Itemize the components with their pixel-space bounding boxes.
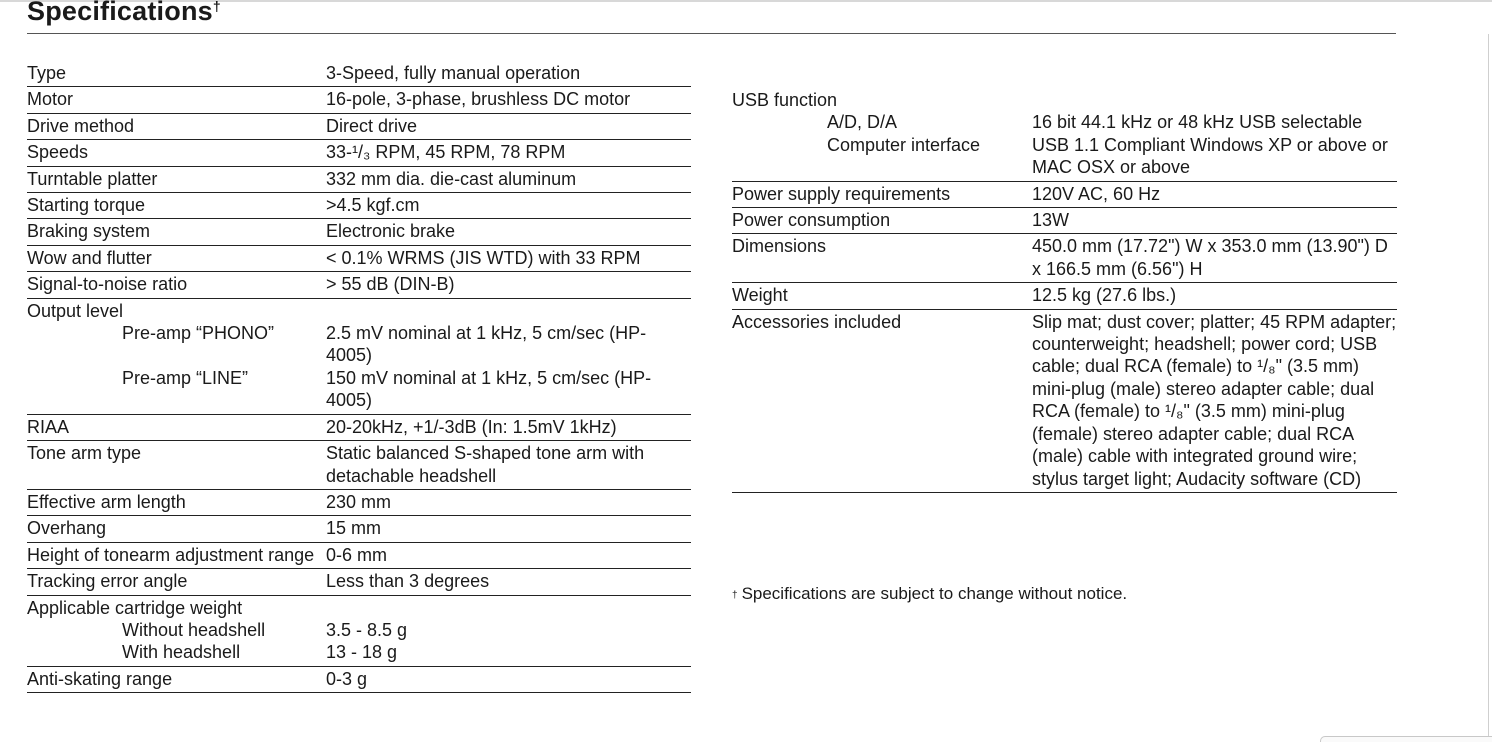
spec-label: Power supply requirements (732, 183, 951, 204)
spec-value: Slip mat; dust cover; platter; 45 RPM adapter; counterweight; headshell; power cord; USB cable; dual RCA (female) to ¹/₈" (3.5 mm) mini-plug (male) stereo adapter cable; dual RCA (female) to ¹/₈" (3.5 mm) mini-plug (female) stereo adapter cable; dual RCA (male) cable with integrated ground wire; stylus target light; Audacity software (CD) (1032, 311, 1397, 489)
spec-row (27, 113, 691, 139)
spec-label: Effective arm length (27, 491, 186, 512)
spec-row (27, 192, 691, 218)
spec-value: Direct drive (326, 115, 418, 136)
footnote (732, 583, 1127, 605)
spec-value (326, 597, 691, 619)
spec-label: Speeds (27, 142, 89, 163)
spec-row (27, 440, 691, 489)
spec-subitems (27, 322, 691, 412)
spec-value: Less than 3 degrees (326, 571, 490, 592)
spec-subvalue: 2.5 mV nominal at 1 kHz, 5 cm/sec (HP-4005) (326, 323, 647, 366)
footnote-text: Specifications are subject to change without notice. (741, 584, 1128, 603)
spec-sublabel: A/D, D/A (827, 112, 898, 133)
spec-row (732, 182, 1397, 208)
spec-row (732, 310, 1397, 493)
spec-label: Drive method (27, 115, 135, 136)
spec-sublabel: With headshell (122, 642, 241, 663)
spec-subvalue: 16 bit 44.1 kHz or 48 kHz USB selectable (1032, 112, 1363, 133)
spec-row (27, 595, 691, 666)
spec-label: Starting torque (27, 195, 146, 216)
spec-row (732, 234, 1397, 283)
spec-label: Signal-to-noise ratio (27, 274, 188, 295)
spec-label: Turntable platter (27, 168, 158, 189)
spec-row (732, 283, 1397, 309)
spec-label: Anti-skating range (27, 668, 173, 689)
spec-subrow (732, 111, 1397, 133)
spec-row (732, 208, 1397, 234)
spec-value: < 0.1% WRMS (JIS WTD) with 33 RPM (326, 247, 641, 268)
spec-subrow (27, 619, 691, 641)
spec-subrow (732, 134, 1397, 179)
spec-label: Applicable cartridge weight (27, 597, 243, 618)
spec-row (27, 218, 691, 244)
spec-row (27, 542, 691, 568)
specs-right-column (732, 88, 1397, 493)
spec-sublabel: Computer interface (827, 134, 981, 155)
spec-value: 230 mm (326, 491, 392, 512)
spec-sublabel: Pre-amp “PHONO” (122, 323, 275, 344)
spec-row (27, 166, 691, 192)
spec-value: 13W (1032, 210, 1070, 231)
spec-subitems (732, 111, 1397, 178)
spec-value: 332 mm dia. die-cast aluminum (326, 168, 577, 189)
title-rule (27, 33, 1396, 34)
spec-value: Static balanced S-shaped tone arm with detachable headshell (326, 443, 645, 486)
spec-row (27, 568, 691, 594)
footnote-dagger: † (732, 590, 738, 601)
spec-value: Electronic brake (326, 221, 456, 242)
spec-row (27, 515, 691, 541)
spec-row (27, 61, 691, 86)
spec-label: Dimensions (732, 236, 827, 257)
spec-row (27, 666, 691, 693)
spec-row (27, 414, 691, 440)
spec-row (27, 489, 691, 515)
spec-label: USB function (732, 90, 838, 110)
spec-value: 0-3 g (326, 668, 368, 689)
spec-subrow (27, 322, 691, 367)
spec-label: RIAA (27, 416, 70, 437)
spec-label: Type (27, 63, 67, 83)
spec-label: Braking system (27, 221, 151, 242)
spec-subvalue: 3.5 - 8.5 g (326, 619, 408, 640)
spec-value (326, 300, 691, 322)
spec-sublabel: Pre-amp “LINE” (122, 367, 249, 388)
spec-row (732, 88, 1397, 182)
spec-label: Overhang (27, 518, 107, 539)
spec-row (27, 298, 691, 414)
spec-value: 120V AC, 60 Hz (1032, 183, 1161, 204)
spec-value: 20-20kHz, +1/-3dB (In: 1.5mV 1kHz) (326, 416, 617, 437)
specs-left-column (27, 61, 691, 693)
spec-label: Tone arm type (27, 443, 142, 464)
spec-subvalue: 13 - 18 g (326, 642, 398, 663)
spec-value: 33-¹/₃ RPM, 45 RPM, 78 RPM (326, 142, 566, 163)
scrollbar-track[interactable] (1488, 34, 1489, 741)
spec-value: 3-Speed, fully manual operation (326, 63, 581, 83)
spec-label: Motor (27, 89, 74, 110)
spec-label: Weight (732, 285, 788, 306)
spec-value: 15 mm (326, 518, 382, 539)
spec-subitems (27, 619, 691, 664)
spec-label: Output level (27, 300, 124, 321)
spec-subvalue: USB 1.1 Compliant Windows XP or above or MAC OSX or above (1032, 134, 1388, 178)
spec-sublabel: Without headshell (122, 619, 266, 640)
spec-value: 16-pole, 3-phase, brushless DC motor (326, 89, 631, 110)
spec-subrow (27, 367, 691, 412)
spec-subvalue: 150 mV nominal at 1 kHz, 5 cm/sec (HP-4005) (326, 367, 652, 411)
spec-value: > 55 dB (DIN-B) (326, 274, 455, 295)
spec-subrow (27, 641, 691, 663)
spec-value: 0-6 mm (326, 544, 388, 565)
spec-row (27, 86, 691, 112)
scroll-corner (1320, 736, 1492, 742)
spec-row (27, 139, 691, 165)
spec-label: Accessories included (732, 311, 902, 332)
title-dagger: † (212, 0, 221, 14)
spec-value (1032, 89, 1397, 111)
spec-label: Height of tonearm adjustment range (27, 544, 315, 565)
spec-label: Wow and flutter (27, 247, 152, 268)
spec-row (27, 245, 691, 271)
page-title: Specifications† (27, 0, 221, 26)
spec-value: >4.5 kgf.cm (326, 195, 420, 216)
top-border (0, 0, 1492, 2)
spec-row (27, 271, 691, 297)
spec-value: 450.0 mm (17.72") W x 353.0 mm (13.90") D x 166.5 mm (6.56") H (1032, 236, 1388, 279)
spec-value: 12.5 kg (27.6 lbs.) (1032, 285, 1177, 306)
spec-label: Tracking error angle (27, 571, 188, 592)
spec-label: Power consumption (732, 210, 891, 231)
